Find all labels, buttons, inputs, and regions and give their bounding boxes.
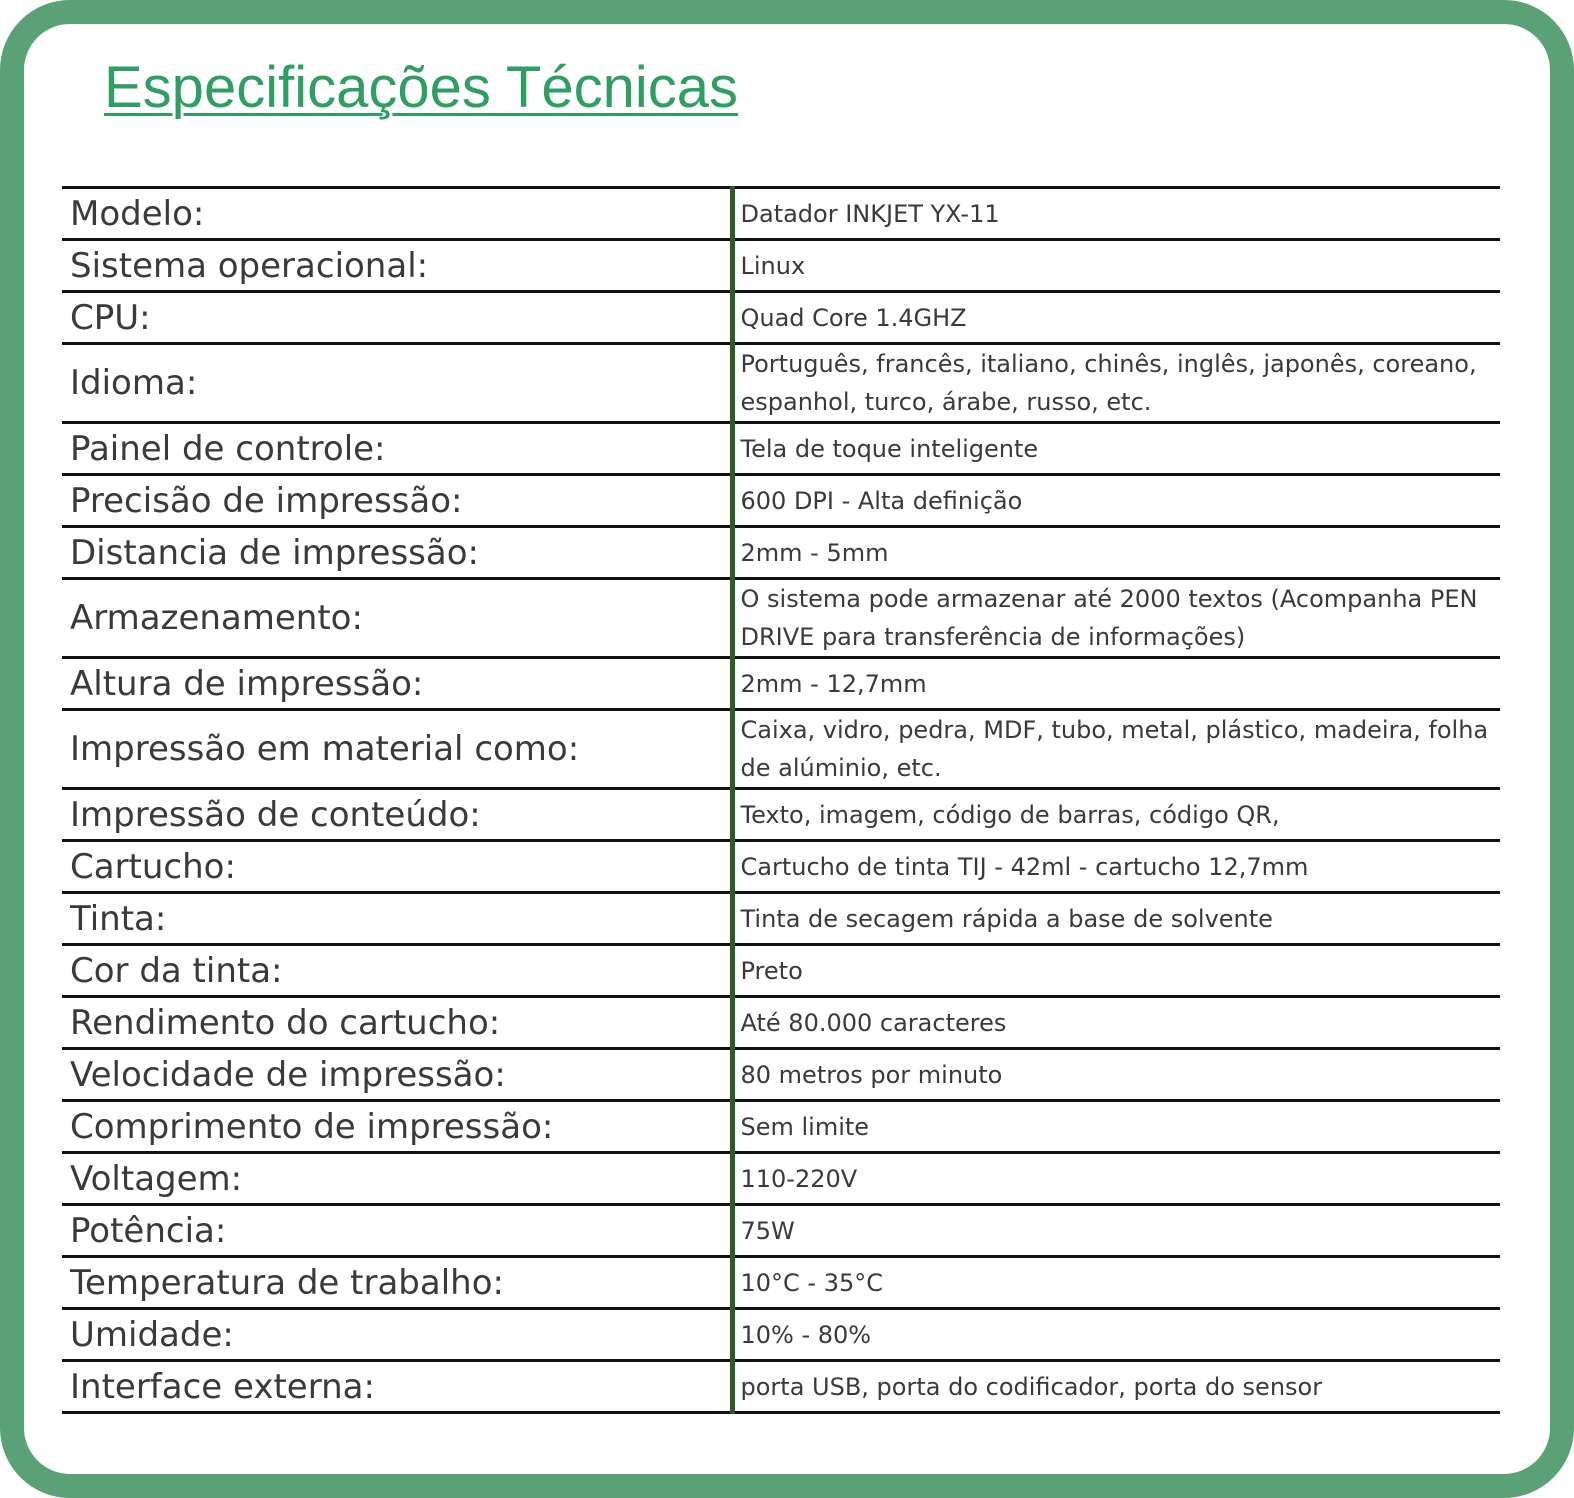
spec-label: Potência: — [62, 1205, 732, 1257]
spec-row-painel-de-controle — [62, 423, 1500, 475]
spec-value: O sistema pode armazenar até 2000 textos (Acompanha PEN DRIVE para transferência de informações) — [740, 585, 1478, 651]
spec-row-cor-da-tinta — [62, 945, 1500, 997]
spec-row-interface-externa — [62, 1361, 1500, 1413]
spec-value: Datador INKJET YX-11 — [740, 199, 1000, 228]
spec-value: 600 DPI - Alta definição — [740, 486, 1023, 515]
spec-row-distancia-de-impressao — [62, 527, 1500, 579]
spec-value: Preto — [740, 956, 803, 985]
spec-label: Tinta: — [62, 893, 732, 945]
spec-row-voltagem — [62, 1153, 1500, 1205]
spec-value: Caixa, vidro, pedra, MDF, tubo, metal, plástico, madeira, folha de alúminio, etc. — [740, 716, 1489, 782]
spec-value: Cartucho de tinta TIJ - 42ml - cartucho 12,7mm — [740, 852, 1309, 881]
spec-label: Precisão de impressão: — [62, 475, 732, 527]
spec-row-comprimento-de-impressao — [62, 1101, 1500, 1153]
spec-label: Velocidade de impressão: — [62, 1049, 732, 1101]
spec-label: Voltagem: — [62, 1153, 732, 1205]
spec-value: Quad Core 1.4GHZ — [740, 303, 967, 332]
spec-label: Rendimento do cartucho: — [62, 997, 732, 1049]
spec-row-impressao-em-material — [62, 710, 1500, 789]
spec-row-sistema-operacional — [62, 240, 1500, 292]
spec-label: Armazenamento: — [62, 579, 732, 658]
spec-label: Cor da tinta: — [62, 945, 732, 997]
spec-value: 2mm - 12,7mm — [740, 669, 927, 698]
spec-value: Tinta de secagem rápida a base de solvente — [740, 904, 1273, 933]
spec-label: Sistema operacional: — [62, 240, 732, 292]
spec-label: Impressão em material como: — [62, 710, 732, 789]
specifications-table — [62, 186, 1500, 1414]
spec-row-temperatura-de-trabalho — [62, 1257, 1500, 1309]
spec-label: Impressão de conteúdo: — [62, 789, 732, 841]
spec-label: Distancia de impressão: — [62, 527, 732, 579]
spec-row-idioma — [62, 344, 1500, 423]
spec-label: Idioma: — [62, 344, 732, 423]
spec-value: porta USB, porta do codificador, porta do sensor — [740, 1372, 1323, 1401]
spec-label: CPU: — [62, 292, 732, 344]
spec-value: Tela de toque inteligente — [740, 434, 1039, 463]
spec-label: Comprimento de impressão: — [62, 1101, 732, 1153]
spec-value: 75W — [740, 1216, 795, 1245]
spec-value: Sem limite — [740, 1112, 870, 1141]
spec-row-tinta — [62, 893, 1500, 945]
spec-value: Linux — [740, 251, 806, 280]
spec-label: Modelo: — [62, 188, 732, 240]
spec-row-altura-de-impressao — [62, 658, 1500, 710]
spec-value: 10% - 80% — [740, 1320, 872, 1349]
spec-value: Português, francês, italiano, chinês, inglês, japonês, coreano, espanhol, turco, árabe, russo, etc. — [740, 350, 1477, 416]
spec-label: Altura de impressão: — [62, 658, 732, 710]
spec-label: Temperatura de trabalho: — [62, 1257, 732, 1309]
spec-value: 2mm - 5mm — [740, 538, 889, 567]
spec-row-impressao-de-conteudo — [62, 789, 1500, 841]
spec-label: Cartucho: — [62, 841, 732, 893]
spec-row-precisao-de-impressao — [62, 475, 1500, 527]
spec-value: Até 80.000 caracteres — [740, 1008, 1007, 1037]
spec-label: Interface externa: — [62, 1361, 732, 1413]
spec-row-modelo — [62, 188, 1500, 240]
spec-row-umidade — [62, 1309, 1500, 1361]
spec-row-velocidade-de-impressao — [62, 1049, 1500, 1101]
spec-value: 80 metros por minuto — [740, 1060, 1003, 1089]
page-title: Especificações Técnicas — [104, 55, 739, 120]
spec-label: Painel de controle: — [62, 423, 732, 475]
spec-row-armazenamento — [62, 579, 1500, 658]
spec-row-cpu — [62, 292, 1500, 344]
spec-value: 10°C - 35°C — [740, 1268, 884, 1297]
spec-value: 110-220V — [740, 1164, 858, 1193]
spec-value: Texto, imagem, código de barras, código QR, — [740, 800, 1280, 829]
spec-row-rendimento-do-cartucho — [62, 997, 1500, 1049]
spec-row-cartucho — [62, 841, 1500, 893]
spec-label: Umidade: — [62, 1309, 732, 1361]
spec-row-potencia — [62, 1205, 1500, 1257]
